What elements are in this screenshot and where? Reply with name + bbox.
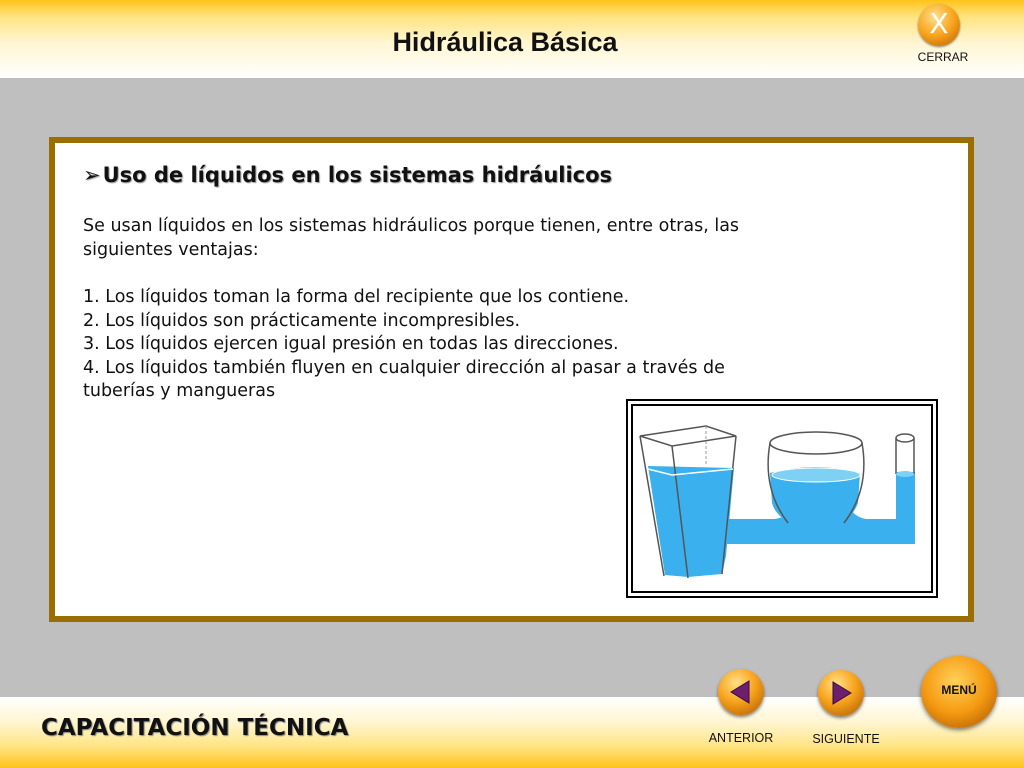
next-label: SIGUIENTE bbox=[812, 732, 880, 746]
intro-line: Se usan líquidos en los sistemas hidráulicos porque tienen, entre otras, las bbox=[83, 216, 740, 236]
menu-label: MENÚ bbox=[941, 683, 977, 697]
section-heading-text: Uso de líquidos en los sistemas hidráulicos bbox=[102, 163, 613, 187]
list-item: 2. Los líquidos son prácticamente incompresibles. bbox=[83, 310, 521, 331]
next-button[interactable] bbox=[818, 670, 864, 716]
menu-button[interactable] bbox=[921, 656, 997, 728]
previous-label: ANTERIOR bbox=[708, 731, 774, 745]
communicating-vessels-illustration bbox=[626, 399, 938, 598]
triangle-left-icon bbox=[718, 669, 764, 715]
triangle-right-icon bbox=[818, 670, 864, 716]
section-heading bbox=[83, 163, 612, 187]
footer-title: CAPACITACIÓN TÉCNICA bbox=[41, 715, 349, 741]
close-label: CERRAR bbox=[917, 50, 969, 64]
body-text bbox=[83, 215, 883, 404]
list-item: 4. Los líquidos también fluyen en cualquier dirección al pasar a través de bbox=[83, 357, 725, 378]
list-item: tuberías y mangueras bbox=[83, 381, 276, 401]
close-icon: X bbox=[929, 7, 949, 40]
list-item: 1. Los líquidos toman la forma del recipiente que los contiene. bbox=[83, 287, 630, 307]
close-button[interactable] bbox=[918, 4, 960, 46]
intro-line: siguientes ventajas: bbox=[83, 239, 259, 260]
arrow-bullet-icon: ➢ bbox=[83, 163, 101, 187]
page-title: Hidráulica Básica bbox=[392, 27, 618, 57]
list-item: 3. Los líquidos ejercen igual presión en todas las direcciones. bbox=[83, 334, 619, 354]
previous-button[interactable] bbox=[718, 669, 764, 715]
